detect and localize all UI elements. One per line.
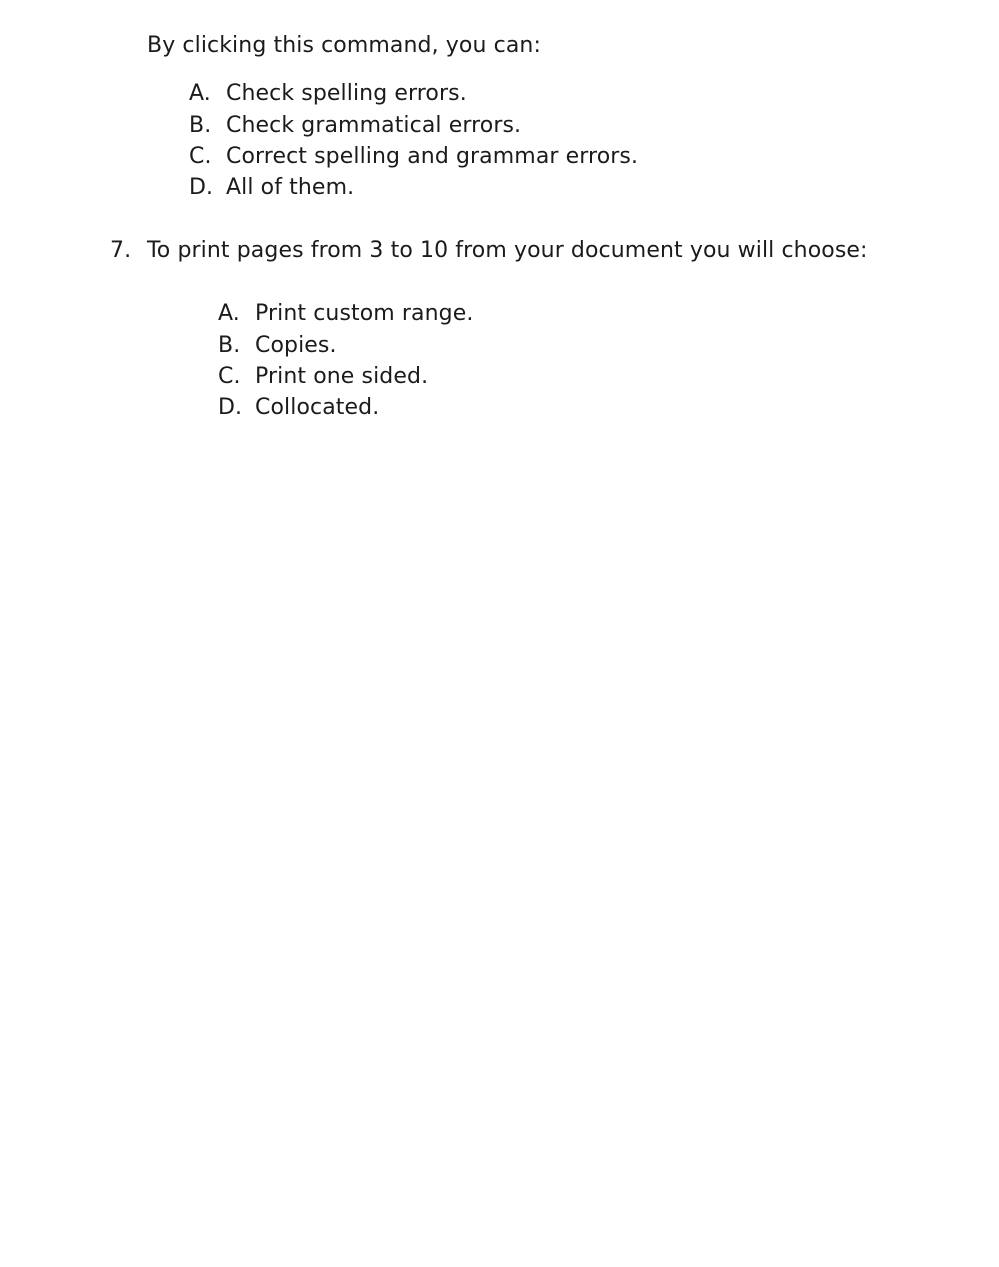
option-text: Copies. (255, 333, 337, 358)
question-7-option-b (218, 332, 337, 360)
option-text: Check spelling errors. (226, 81, 467, 106)
option-letter: A. (218, 301, 240, 326)
question-6-prompt: By clicking this command, you can: (147, 33, 541, 58)
question-7-option-a (218, 300, 473, 328)
question-7-option-c (218, 363, 428, 391)
question-6-option-d (189, 174, 354, 202)
question-6-option-c (189, 143, 638, 171)
option-letter: B. (218, 333, 241, 358)
option-letter: D. (189, 175, 214, 200)
option-letter: D. (218, 395, 243, 420)
option-letter: B. (189, 113, 212, 138)
question-7-option-d (218, 394, 379, 422)
option-letter: C. (218, 364, 241, 389)
option-text: Print one sided. (255, 364, 429, 389)
option-text: All of them. (226, 175, 355, 200)
question-7-prompt: To print pages from 3 to 10 from your document you will choose: (147, 238, 868, 263)
option-letter: C. (189, 144, 212, 169)
option-text: Print custom range. (255, 301, 474, 326)
question-6-option-b (189, 112, 521, 140)
question-7-number: 7. (110, 238, 132, 263)
option-letter: A. (189, 81, 211, 106)
option-text: Collocated. (255, 395, 380, 420)
option-text: Correct spelling and grammar errors. (226, 144, 639, 169)
option-text: Check grammatical errors. (226, 113, 522, 138)
question-6-option-a (189, 80, 467, 108)
